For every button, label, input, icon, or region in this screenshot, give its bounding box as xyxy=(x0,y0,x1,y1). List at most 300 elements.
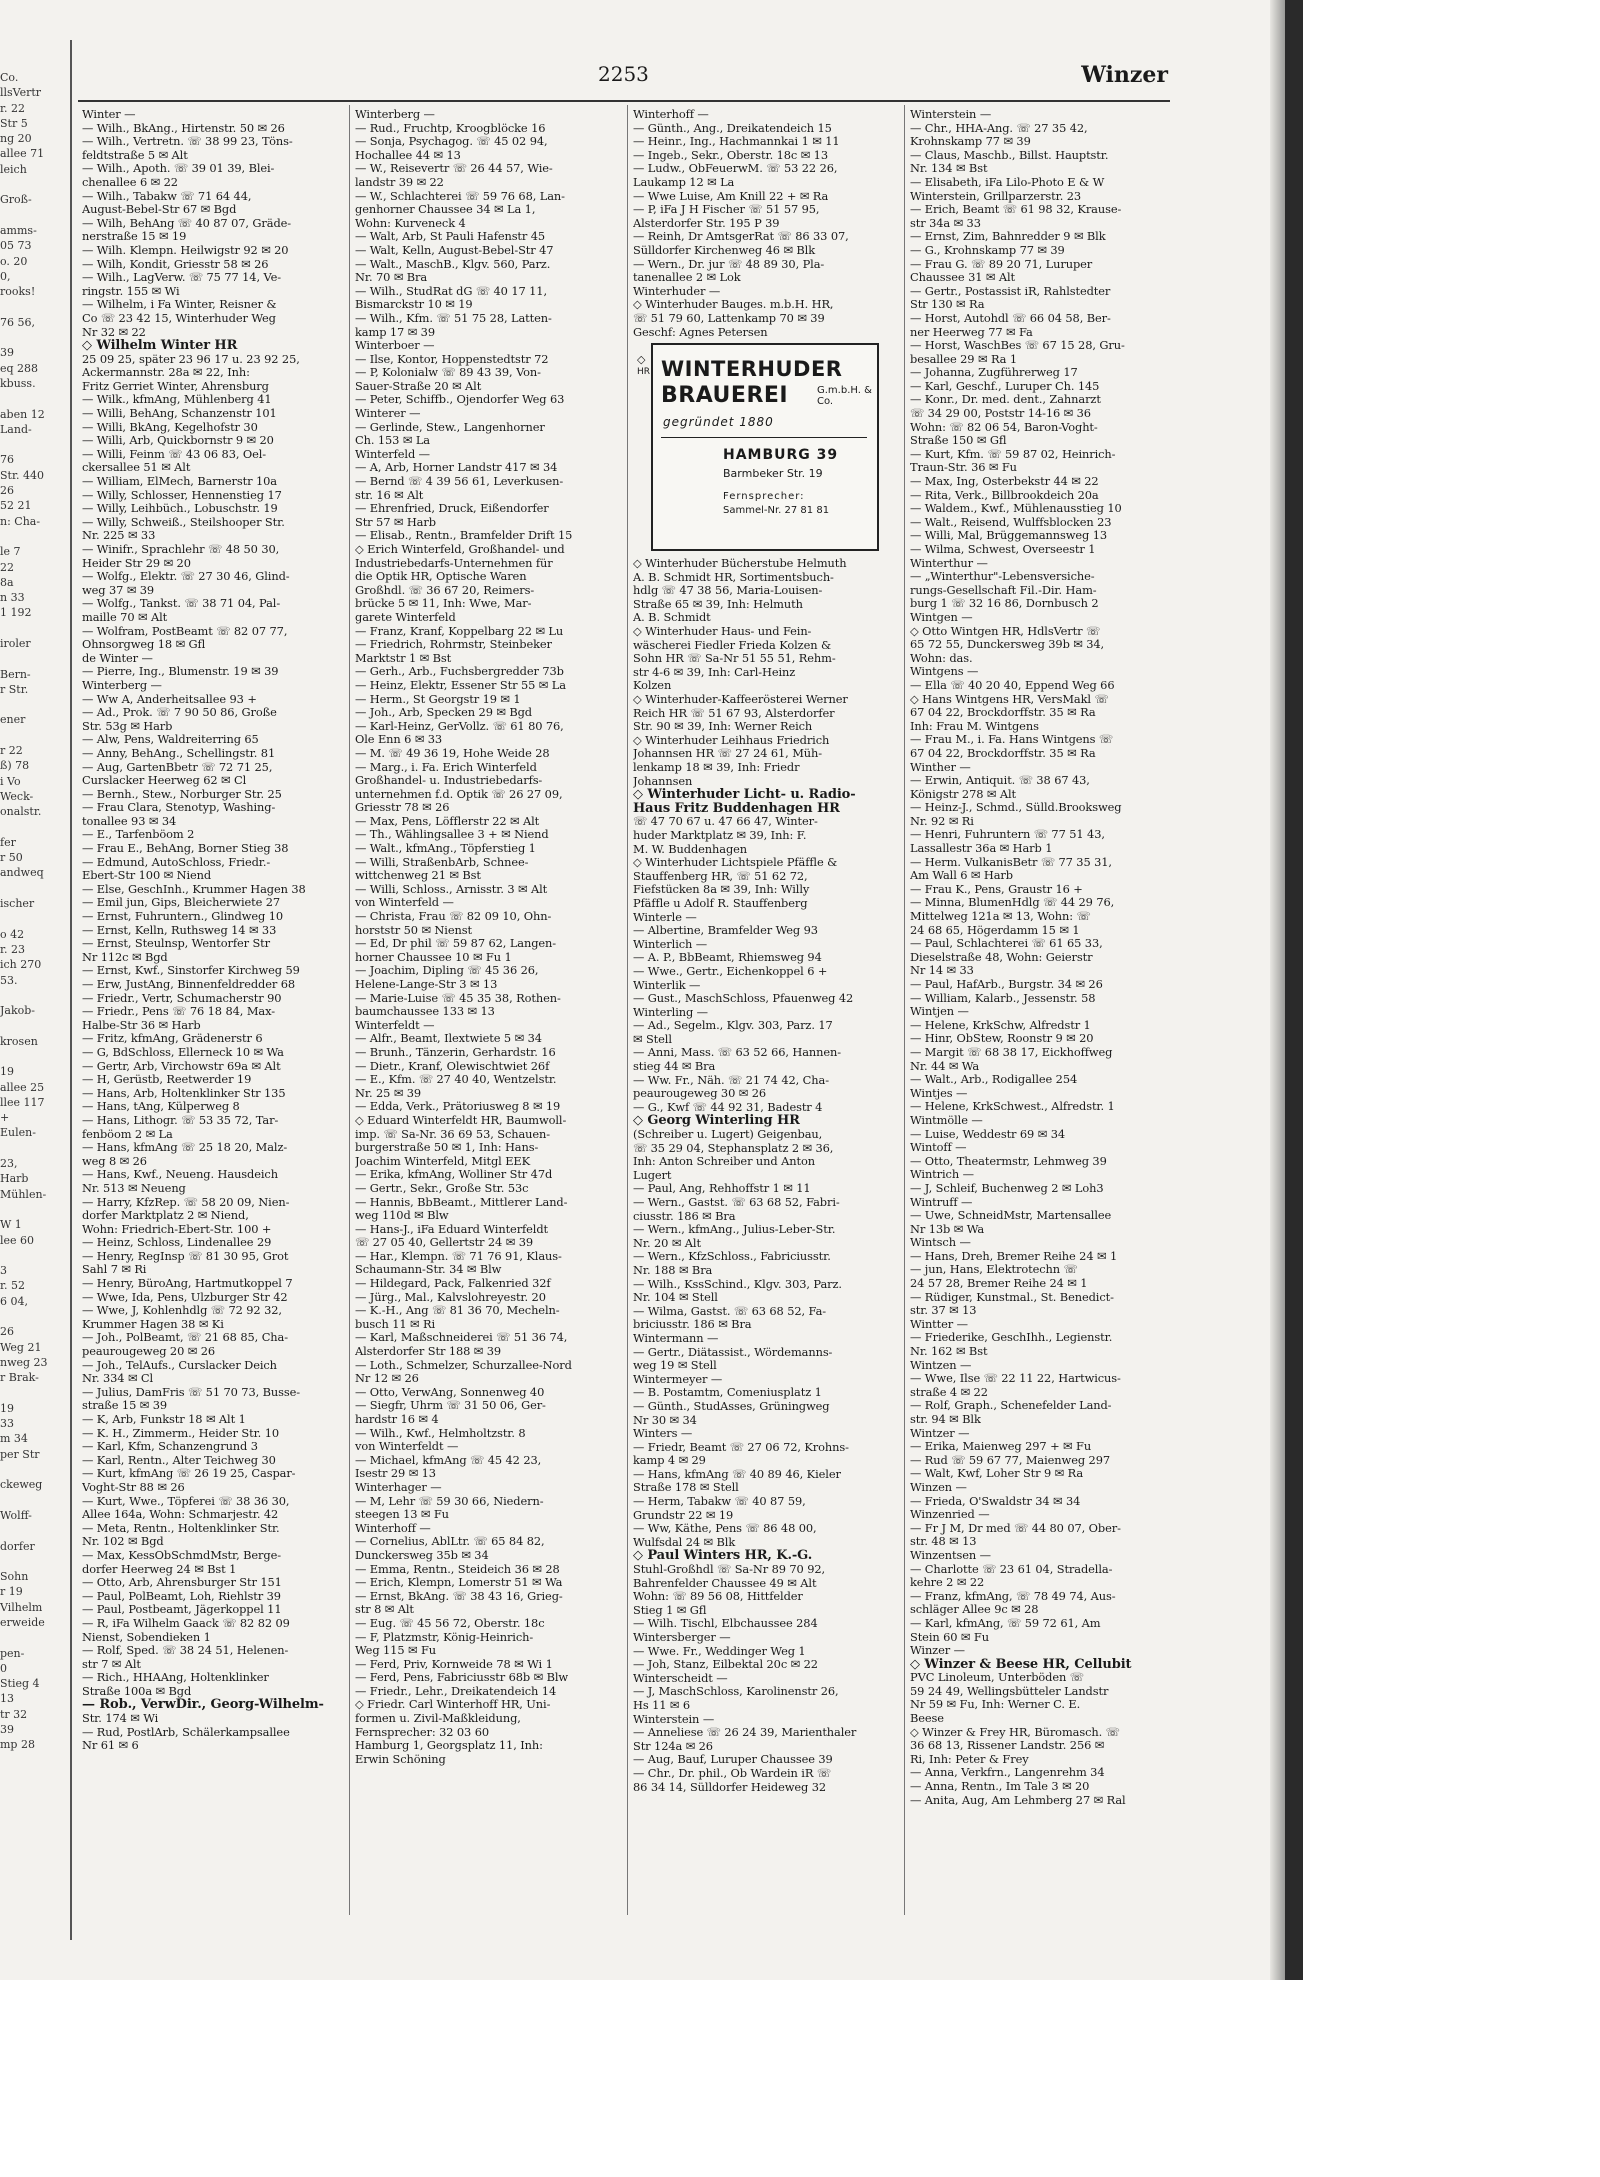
directory-entry-line: Lugert xyxy=(633,1168,672,1182)
directory-entry-line: weg 37 ✉ 39 xyxy=(82,583,155,597)
directory-entry-line: — Heinz, Schloss, Lindenallee 29 xyxy=(82,1236,272,1250)
directory-entry-line: Großhandel- u. Industriebedarfs- xyxy=(355,774,543,788)
fragment-line xyxy=(0,177,66,192)
directory-entry-line: Erwin Schöning xyxy=(355,1752,446,1766)
fragment-line xyxy=(0,820,66,835)
fragment-line xyxy=(0,911,66,926)
fragment-line: ischer xyxy=(0,897,35,911)
directory-entry-line: — Har., Klempn. ☏ 71 76 91, Klaus- xyxy=(355,1249,562,1263)
fragment-line: 6 04, xyxy=(0,1294,28,1308)
directory-entry-line: — Hans, Dreh, Bremer Reihe 24 ✉ 1 xyxy=(910,1249,1118,1263)
directory-entry-line: — Wwe, J, Kohlenhdlg ☏ 72 92 32, xyxy=(82,1304,282,1318)
surname-heading: Winterstein — xyxy=(910,108,992,121)
directory-entry-line: — Kurt, Kfm. ☏ 59 87 02, Heinrich- xyxy=(910,447,1116,461)
fragment-line xyxy=(0,529,66,544)
fragment-line: Weck- xyxy=(0,789,34,803)
fragment-line: 8a xyxy=(0,575,14,589)
directory-entry-line: str 34a ✉ 33 xyxy=(910,216,981,230)
directory-entry-line: Wulfsdal 24 ✉ Blk xyxy=(633,1535,736,1549)
directory-entry-line: weg 8 ✉ 26 xyxy=(82,1154,147,1168)
directory-entry-line: — Aug, GartenBbetr ☏ 72 71 25, xyxy=(82,760,273,774)
directory-entry-line: — M, Lehr ☏ 59 30 66, Niedern- xyxy=(355,1494,544,1508)
directory-entry-line: — Albertine, Bramfelder Weg 93 xyxy=(633,924,818,938)
fragment-line: allee 71 xyxy=(0,147,45,161)
directory-entry-line: — Kurt, Wwe., Töpferei ☏ 38 36 30, xyxy=(82,1494,290,1508)
directory-entry-line: Reich HR ☏ 51 67 93, Alsterdorfer xyxy=(633,706,835,720)
directory-entry-line: ◇ Friedr. Carl Winterhoff HR, Uni- xyxy=(355,1698,551,1712)
directory-entry-line: — Rud, PostlArb, Schälerkampsallee xyxy=(82,1725,290,1739)
directory-entry-line: — Julius, DamFris ☏ 51 70 73, Busse- xyxy=(82,1385,301,1399)
surname-heading: Winterer — xyxy=(355,407,421,421)
directory-entry-line: — Erwin, Antiquit. ☏ 38 67 43, xyxy=(910,774,1090,788)
directory-entry-line: — Karl, Geschf., Luruper Ch. 145 xyxy=(910,379,1100,393)
directory-entry-line: — Karl-Heinz, GerVollz. ☏ 61 80 76, xyxy=(355,719,564,733)
fragment-line: 39 xyxy=(0,346,14,360)
directory-entry-line: — Joh, Stanz, Eilbektal 20c ✉ 22 xyxy=(633,1658,818,1672)
directory-entry-line: chenallee 6 ✉ 22 xyxy=(82,175,178,189)
directory-entry-line: — Gerlinde, Stew., Langenhorner xyxy=(355,420,545,434)
directory-entry-line: — Anita, Aug, Am Lehmberg 27 ✉ Ral xyxy=(910,1793,1126,1807)
directory-entry-line: Nr 13b ✉ Wa xyxy=(910,1222,985,1236)
directory-entry-line: burg 1 ☏ 32 16 86, Dornbusch 2 xyxy=(910,597,1099,611)
directory-entry-line: Fiefstücken 8a ✉ 39, Inh: Willy xyxy=(633,883,810,897)
directory-entry-line: Nr 12 ✉ 26 xyxy=(355,1372,419,1386)
directory-entry-line: — Willi, StraßenbArb, Schnee- xyxy=(355,855,529,869)
ad-divider xyxy=(661,437,867,438)
directory-entry-line: ☏ 34 29 00, Poststr 14-16 ✉ 36 xyxy=(910,407,1091,421)
directory-entry-line: — Wilh., LagVerw. ☏ 75 77 14, Ve- xyxy=(82,271,281,285)
directory-entry-line: — Alw, Pens, Waldreiterring 65 xyxy=(82,733,259,747)
directory-entry-line: — Wwe, Ida, Pens, Ulzburger Str 42 xyxy=(82,1290,288,1304)
directory-entry-line: Nienst, Sobendieken 1 xyxy=(82,1630,211,1644)
directory-entry-line: — Paul, Postbeamt, Jägerkoppel 11 xyxy=(82,1603,282,1617)
directory-entry-line: — Wern., Gastst. ☏ 63 68 52, Fabri- xyxy=(633,1196,840,1209)
fragment-line xyxy=(0,881,66,896)
directory-entry-line: baumchaussee 133 ✉ 13 xyxy=(355,1005,495,1019)
directory-entry-line: — jun, Hans, Elektrotechn ☏ xyxy=(910,1263,1078,1277)
directory-entry-line: Stein 60 ✉ Fu xyxy=(910,1630,989,1644)
surname-heading: Winterboer — xyxy=(355,339,435,353)
ad-phone: Sammel-Nr. 27 81 81 xyxy=(723,505,830,517)
directory-entry-line: Johannsen HR ☏ 27 24 61, Müh- xyxy=(633,747,823,761)
ad-diamond-mark: ◇ xyxy=(637,353,646,367)
directory-entry-line: — P, iFa J H Fischer ☏ 51 57 95, xyxy=(633,203,820,217)
directory-entry-line: — Eug. ☏ 45 56 72, Oberstr. 18c xyxy=(355,1616,545,1630)
directory-entry-line: — Rich., HHAAng, Holtenklinker xyxy=(82,1671,269,1685)
directory-entry-line: — Hans, kfmAng ☏ 40 89 46, Kieler xyxy=(633,1467,841,1481)
fragment-line: 19 xyxy=(0,1401,14,1415)
fragment-line xyxy=(0,1202,66,1217)
directory-entry-line: ◇ Winterhuder-Kaffeerösterei Werner xyxy=(633,693,848,707)
directory-entry-line: — Frau G. ☏ 89 20 71, Luruper xyxy=(910,257,1093,271)
directory-entry-line: — Winifr., Sprachlehr ☏ 48 50 30, xyxy=(82,543,280,556)
directory-entry-line: — Erika, kfmAng, Wolliner Str 47d xyxy=(355,1168,553,1182)
directory-entry-line: — Elisabeth, iFa Lilo-Photo E & W xyxy=(910,175,1105,189)
directory-entry-line: Inh: Anton Schreiber und Anton xyxy=(633,1155,815,1169)
directory-entry-line: — Cornelius, AblLtr. ☏ 65 84 82, xyxy=(355,1535,545,1549)
directory-column-3 xyxy=(633,108,895,1938)
directory-entry-line: Str 130 ✉ Ra xyxy=(910,298,985,312)
directory-entry-line: kamp 4 ✉ 29 xyxy=(633,1454,706,1468)
directory-entry-line: Wohn: Friedrich-Ebert-Str. 100 + xyxy=(82,1222,272,1236)
directory-entry-line: Voght-Str 88 ✉ 26 xyxy=(82,1480,185,1494)
directory-entry-line: str 8 ✉ Alt xyxy=(355,1603,414,1617)
directory-entry-line: — Franz, kfmAng, ☏ 78 49 74, Aus- xyxy=(910,1589,1116,1603)
surname-heading: Winter — xyxy=(82,108,136,121)
directory-entry-line: — Emma, Rentn., Steideich 36 ✉ 28 xyxy=(355,1562,560,1576)
directory-entry-line: Nr. 334 ✉ Cl xyxy=(82,1372,154,1386)
fragment-line: Str. 440 xyxy=(0,468,44,482)
directory-entry-line: — Frau K., Pens, Graustr 16 + xyxy=(910,882,1083,896)
directory-entry-line: M. W. Buddenhagen xyxy=(633,842,748,856)
fragment-line: r 50 xyxy=(0,851,23,865)
directory-entry-line: Wohn: ☏ 89 56 08, Hittfelder xyxy=(633,1590,803,1604)
directory-entry-line: (Schreiber u. Lugert) Geigenbau, xyxy=(633,1128,823,1142)
fragment-line: Co. xyxy=(0,71,19,84)
directory-entry-line: 86 34 14, Sülldorfer Heideweg 32 xyxy=(633,1780,827,1794)
directory-entry-line: — Hans, Kwf., Neueng. Hausdeich xyxy=(82,1168,278,1182)
directory-entry-line: — Meta, Rentn., Holtenklinker Str. xyxy=(82,1521,280,1535)
directory-entry-line: Wohn: ☏ 82 06 54, Baron-Voght- xyxy=(910,420,1098,434)
directory-entry-line: ◇ Erich Winterfeld, Großhandel- und xyxy=(355,543,565,556)
directory-entry-line: Isestr 29 ✉ 13 xyxy=(355,1467,436,1481)
ad-hr-mark: HR xyxy=(637,367,651,378)
directory-entry-line: weg 19 ✉ Stell xyxy=(633,1359,717,1373)
fragment-line: r. 22 xyxy=(0,101,26,115)
directory-entry-line: — Anny, BehAng., Schellingstr. 81 xyxy=(82,746,276,760)
fragment-line: le 7 xyxy=(0,545,21,559)
fragment-line: iroler xyxy=(0,636,31,650)
directory-entry-line: — Wilh. Klempn. Heilwigstr 92 ✉ 20 xyxy=(82,243,289,257)
directory-entry-line: — Ella ☏ 40 20 40, Eppend Weg 66 xyxy=(910,678,1115,692)
directory-entry-line: — Peter, Schiffb., Ojendorfer Weg 63 xyxy=(355,393,565,407)
directory-entry-line: — Friedr., Lehr., Dreikatendeich 14 xyxy=(355,1684,557,1698)
fragment-line: kbuss. xyxy=(0,376,36,390)
directory-entry-line: — W., Reisevertr ☏ 26 44 57, Wie- xyxy=(355,162,553,176)
directory-entry-line: Ch. 153 ✉ La xyxy=(355,434,430,448)
directory-entry-line: — Wern., Dr. jur ☏ 48 89 30, Pla- xyxy=(633,257,825,271)
fragment-line: 26 xyxy=(0,1325,14,1339)
directory-entry-line: Haus Fritz Buddenhagen HR xyxy=(633,801,840,816)
directory-entry-line: Königstr 278 ✉ Alt xyxy=(910,787,1016,801)
directory-entry-line: — Friedr, Beamt ☏ 27 06 72, Krohns- xyxy=(633,1440,849,1454)
directory-entry-line: — Bernh., Stew., Norburger Str. 25 xyxy=(82,787,282,801)
fragment-line: pen- xyxy=(0,1646,25,1660)
fragment-line xyxy=(0,1523,66,1538)
directory-entry-line: ◇ Winterhuder Bauges. m.b.H. HR, xyxy=(633,298,834,312)
fragment-line: Eulen- xyxy=(0,1126,36,1140)
directory-entry-line: — Kurt, kfmAng ☏ 26 19 25, Caspar- xyxy=(82,1467,296,1481)
directory-entry-line: — R, iFa Wilhelm Gaack ☏ 82 82 09 xyxy=(82,1616,290,1630)
directory-entry-line: peaurougeweg 30 ✉ 26 xyxy=(633,1087,767,1101)
directory-entry-line: — „Winterthur"-Lebensversiche- xyxy=(910,570,1095,584)
directory-entry-line: A. B. Schmidt HR, Sortimentsbuch- xyxy=(633,570,834,584)
fragment-line xyxy=(0,1018,66,1033)
directory-entry-line: hdlg ☏ 47 38 56, Maria-Louisen- xyxy=(633,584,823,598)
directory-entry-line: — Erich, Beamt ☏ 61 98 32, Krause- xyxy=(910,203,1122,217)
directory-entry-line: PVC Linoleum, Unterböden ☏ xyxy=(910,1671,1084,1685)
directory-entry-line: — Sonja, Psychagog. ☏ 45 02 94, xyxy=(355,135,548,149)
directory-entry-line: str 7 ✉ Alt xyxy=(82,1657,141,1671)
surname-heading: Winterscheidt — xyxy=(633,1671,728,1685)
directory-entry-line: — Dietr., Kranf, Olewischtwiet 26f xyxy=(355,1059,550,1073)
directory-entry-line: — Helene, KrkSchwest., Alfredstr. 1 xyxy=(910,1100,1115,1114)
directory-entry-line: A. B. Schmidt xyxy=(633,611,711,625)
directory-entry-line: — Herm. VulkanisBetr ☏ 77 35 31, xyxy=(910,855,1112,869)
directory-entry-line: — Wilh., KssSchind., Klgv. 303, Parz. xyxy=(633,1277,842,1291)
directory-entry-line: Hamburg 1, Georgsplatz 11, Inh: xyxy=(355,1739,543,1753)
surname-heading: Winzen — xyxy=(910,1480,967,1494)
fragment-line: mp 28 xyxy=(0,1738,35,1752)
directory-entry-line: burgerstraße 50 ✉ 1, Inh: Hans- xyxy=(355,1141,539,1155)
directory-entry-line: — Herm., St Georgstr 19 ✉ 1 xyxy=(355,692,521,706)
directory-entry-line: — Henri, Fuhruntern ☏ 77 51 43, xyxy=(910,828,1105,842)
surname-heading: Wintermeyer — xyxy=(633,1372,723,1386)
fragment-line: Stieg 4 xyxy=(0,1677,40,1691)
fragment-line: Land- xyxy=(0,422,32,436)
fragment-line: 22 xyxy=(0,560,14,574)
directory-entry-line: ◇ Winterhuder Leihhaus Friedrich xyxy=(633,733,830,747)
directory-entry-line: — Otto, Theatermstr, Lehmweg 39 xyxy=(910,1154,1107,1168)
directory-entry-line: kamp 17 ✉ 39 xyxy=(355,325,435,339)
directory-entry-line: Hs 11 ✉ 6 xyxy=(633,1698,691,1712)
directory-entry-line: fenböom 2 ✉ La xyxy=(82,1127,173,1141)
directory-entry-line: ◇ Wilhelm Winter HR xyxy=(82,339,238,353)
fragment-line xyxy=(0,1630,66,1645)
fragment-line xyxy=(0,391,66,406)
directory-entry-line: Ri, Inh: Peter & Frey xyxy=(910,1752,1029,1766)
directory-entry-line: stieg 44 ✉ Bra xyxy=(633,1060,716,1074)
fragment-line: m 34 xyxy=(0,1432,28,1446)
directory-entry-line: — Wilma, Gastst. ☏ 63 68 52, Fa- xyxy=(633,1304,827,1318)
directory-entry-line: — G., Krohnskamp 77 ✉ 39 xyxy=(910,243,1065,257)
fragment-line: dorfer xyxy=(0,1539,35,1553)
ad-city: HAMBURG 39 xyxy=(723,447,839,464)
directory-entry-line: — Max, Ing, Osterbekstr 44 ✉ 22 xyxy=(910,475,1099,489)
directory-entry-line: — J, MaschSchloss, Karolinenstr 26, xyxy=(633,1685,839,1699)
directory-entry-line: wäscherei Fiedler Frieda Kolzen & xyxy=(633,638,831,652)
directory-entry-line: — Helene, KrkSchw, Alfredstr 1 xyxy=(910,1018,1091,1032)
directory-entry-line: busch 11 ✉ Ri xyxy=(355,1317,436,1331)
directory-entry-line: — Wilh., BkAng., Hirtenstr. 50 ✉ 26 xyxy=(82,121,285,135)
surname-heading: Wintzen — xyxy=(910,1358,972,1372)
directory-entry-line: — Gust., MaschSchloss, Pfauenweg 42 xyxy=(633,992,854,1006)
directory-entry-line: Co ☏ 23 42 15, Winterhuder Weg xyxy=(82,311,276,325)
surname-heading: Winterberg — xyxy=(355,108,435,121)
directory-entry-line: — Paul, HafArb., Burgstr. 34 ✉ 26 xyxy=(910,978,1103,991)
directory-entry-line: — Hildegard, Pack, Falkenried 32f xyxy=(355,1277,551,1291)
directory-entry-line: maille 70 ✉ Alt xyxy=(82,610,168,624)
directory-entry-line: Wohn: das. xyxy=(910,651,973,665)
directory-entry-line: — Uwe, SchneidMstr, Martensallee xyxy=(910,1209,1112,1223)
surname-heading: Winther — xyxy=(910,760,971,774)
directory-entry-line: ciusstr. 186 ✉ Bra xyxy=(633,1209,736,1223)
directory-entry-line: Marktstr 1 ✉ Bst xyxy=(355,651,452,665)
directory-entry-line: — Hans, kfmAng ☏ 25 18 20, Malz- xyxy=(82,1141,288,1155)
fragment-line: 39 xyxy=(0,1723,14,1737)
directory-entry-line: — Ilse, Kontor, Hoppenstedtstr 72 xyxy=(355,352,549,366)
directory-entry-line: — Erw, JustAng, Binnenfeldredder 68 xyxy=(82,978,296,991)
directory-entry-line: ◇ Winterhuder Bücherstube Helmuth xyxy=(633,557,847,571)
surname-heading: Wintjes — xyxy=(910,1086,968,1100)
surname-heading: Wintjen — xyxy=(910,1005,969,1019)
directory-entry-line: — Willi, Schloss., Arnisstr. 3 ✉ Alt xyxy=(355,882,548,896)
directory-entry-line: — Luise, Weddestr 69 ✉ 34 xyxy=(910,1127,1065,1141)
directory-entry-line: Joachim Winterfeld, Mitgl EEK xyxy=(355,1154,531,1168)
directory-entry-line: Geschf: Agnes Petersen xyxy=(633,325,768,339)
directory-entry-line: Lassallestr 36a ✉ Harb 1 xyxy=(910,842,1053,856)
directory-entry-line: — Wilh. Tischl, Elbchaussee 284 xyxy=(633,1617,818,1631)
directory-entry-line: — William, Kalarb., Jessenstr. 58 xyxy=(910,991,1096,1005)
fragment-line: r 19 xyxy=(0,1585,23,1599)
directory-entry-line: — Chr., HHA-Ang. ☏ 27 35 42, xyxy=(910,121,1088,135)
directory-entry-line: — Rob., VerwDir., Georg-Wilhelm- xyxy=(82,1698,324,1713)
directory-entry-line: Sülldorfer Kirchenweg 46 ✉ Blk xyxy=(633,243,816,257)
directory-entry-line: — Frau Clara, Stenotyp, Washing- xyxy=(82,801,276,815)
column-divider xyxy=(627,105,628,1915)
directory-entry-line: ◇ Winterhuder Haus- und Fein- xyxy=(633,625,812,639)
directory-entry-line: — Anneliese ☏ 26 24 39, Marienthaler xyxy=(633,1726,857,1740)
directory-entry-line: — Rolf, Graph., Schenefelder Land- xyxy=(910,1399,1112,1413)
ad-phone-label: Fernsprecher: xyxy=(723,491,805,503)
directory-entry-line: Str. 174 ✉ Wi xyxy=(82,1712,159,1726)
directory-entry-line: Heider Str 29 ✉ 20 xyxy=(82,556,191,570)
directory-entry-line: 24 68 65, Högerdamm 15 ✉ 1 xyxy=(910,923,1080,937)
surname-heading: Winterhoff — xyxy=(633,108,709,121)
directory-entry-line: 67 04 22, Brockdorffstr. 35 ✉ Ra xyxy=(910,706,1096,720)
directory-entry-line: genhorner Chaussee 34 ✉ La 1, xyxy=(355,203,536,217)
directory-entry-line: — Otto, Arb, Ahrensburger Str 151 xyxy=(82,1576,282,1590)
directory-entry-line: Stuhl-Großhdl ☏ Sa-Nr 89 70 92, xyxy=(633,1563,826,1577)
fragment-line xyxy=(0,1049,66,1064)
directory-entry-line: kehre 2 ✉ 22 xyxy=(910,1576,985,1590)
directory-entry-line: — K.-H., Ang ☏ 81 36 70, Mecheln- xyxy=(355,1304,560,1318)
fragment-line: rooks! xyxy=(0,285,36,299)
fragment-line: 33 xyxy=(0,1417,14,1431)
directory-entry-line: — Hannis, BbBeamt., Mittlerer Land- xyxy=(355,1195,568,1209)
directory-entry-line: — P, Kolonialw ☏ 89 43 39, Von- xyxy=(355,366,541,380)
directory-entry-line: ☏ 47 70 67 u. 47 66 47, Winter- xyxy=(633,815,818,829)
directory-entry-line: — Fritz, kfmAng, Grädenerstr 6 xyxy=(82,1032,263,1046)
directory-entry-line: — Wilh, Kondit, Griesstr 58 ✉ 26 xyxy=(82,257,269,271)
directory-entry-line: — Karl, Maßschneiderei ☏ 51 36 74, xyxy=(355,1331,568,1345)
surname-heading: Winzer — xyxy=(910,1644,965,1658)
surname-heading: Wintsch — xyxy=(910,1236,971,1250)
directory-entry-line: — Joh., TelAufs., Curslacker Deich xyxy=(82,1358,277,1372)
directory-entry-line: — Wern., kfmAng., Julius-Leber-Str. xyxy=(633,1223,836,1237)
directory-entry-line: str. 37 ✉ 13 xyxy=(910,1304,977,1318)
column-divider xyxy=(904,105,905,1915)
directory-entry-line: — Ed, Dr phil ☏ 59 87 62, Langen- xyxy=(355,937,557,951)
directory-entry-line: Curslacker Heerweg 62 ✉ Cl xyxy=(82,774,247,788)
surname-heading: Wintgen — xyxy=(910,610,973,624)
directory-entry-line: — Anna, Verkfrn., Langenrehm 34 xyxy=(910,1766,1105,1780)
directory-entry-line: — Brunh., Tänzerin, Gerhardstr. 16 xyxy=(355,1045,556,1059)
directory-entry-line: — Ferd, Pens, Fabriciusstr 68b ✉ Blw xyxy=(355,1671,569,1685)
directory-entry-line: — A, Arb, Horner Landstr 417 ✉ 34 xyxy=(355,461,558,475)
directory-entry-line: formen u. Zivil-Maßkleidung, xyxy=(355,1712,521,1726)
directory-entry-line: — Günth., StudAsses, Grüningweg xyxy=(633,1399,830,1413)
directory-entry-line: — Wolfram, PostBeamt ☏ 82 07 77, xyxy=(82,624,288,638)
directory-entry-line: — Karl, kfmAng, ☏ 59 72 61, Am xyxy=(910,1616,1101,1630)
surname-heading: Wintgens — xyxy=(910,665,979,679)
surname-heading: von Winterfeld — xyxy=(355,896,454,910)
directory-entry-line: — Paul, Schlachterei ☏ 61 65 33, xyxy=(910,937,1103,951)
directory-entry-line: — Willi, Feinm ☏ 43 06 83, Oel- xyxy=(82,447,267,461)
fragment-line: Mühlen- xyxy=(0,1187,47,1201)
directory-entry-line: dorfer Heerweg 24 ✉ Bst 1 xyxy=(82,1562,237,1576)
directory-entry-line: — J, Schleif, Buchenweg 2 ✉ Loh3 xyxy=(910,1181,1104,1195)
directory-entry-line: — Rita, Verk., Billbrookdeich 20a xyxy=(910,488,1099,502)
directory-entry-line: — E., Tarfenböom 2 xyxy=(82,828,195,842)
directory-entry-line: Mittelweg 121a ✉ 13, Wohn: ☏ xyxy=(910,910,1091,924)
directory-entry-line: ◇ Winterhuder Licht- u. Radio- xyxy=(633,788,856,802)
directory-entry-line: — Otto, VerwAng, Sonnenweg 40 xyxy=(355,1385,545,1399)
directory-entry-line: — Ww. Fr., Näh. ☏ 21 74 42, Cha- xyxy=(633,1073,829,1087)
fragment-line: Jakob- xyxy=(0,1004,36,1018)
directory-entry-line: straße 4 ✉ 22 xyxy=(910,1385,988,1399)
fragment-line: 52 21 xyxy=(0,499,32,513)
directory-entry-line: ☏ 35 29 04, Stephansplatz 2 ✉ 36, xyxy=(633,1141,834,1155)
directory-entry-line: Ackermannstr. 28a ✉ 22, Inh: xyxy=(82,366,250,380)
directory-entry-line: — Else, GeschInh., Krummer Hagen 38 xyxy=(82,882,306,896)
directory-entry-line: — Frau E., BehAng, Borner Stieg 38 xyxy=(82,842,289,856)
directory-entry-line: — Willy, Schweiß., Steilshooper Str. xyxy=(82,515,285,529)
surname-heading: Winterhager — xyxy=(355,1480,442,1494)
directory-entry-line: Nr. 44 ✉ Wa xyxy=(910,1059,980,1073)
directory-entry-line: huder Marktplatz ✉ 39, Inh: F. xyxy=(633,828,807,842)
directory-entry-line: Str 124a ✉ 26 xyxy=(633,1739,713,1753)
directory-entry-line: — Pierre, Ing., Blumenstr. 19 ✉ 39 xyxy=(82,665,279,679)
directory-entry-line: Dunckersweg 35b ✉ 34 xyxy=(355,1548,489,1562)
directory-entry-line: — Wilh., StudRat dG ☏ 40 17 11, xyxy=(355,284,547,298)
fragment-line xyxy=(0,697,66,712)
fragment-line: Wolff- xyxy=(0,1508,32,1522)
directory-entry-line: — Joachim, Dipling ☏ 45 36 26, xyxy=(355,964,539,978)
directory-entry-line: horner Chaussee 10 ✉ Fu 1 xyxy=(355,950,512,964)
directory-entry-line: — Karl, Rentn., Alter Teichweg 30 xyxy=(82,1453,276,1467)
surname-heading: Wintruff — xyxy=(910,1195,973,1209)
directory-entry-line: — Waldem., Kwf., Mühlenausstieg 10 xyxy=(910,502,1122,516)
directory-entry-line: Bismarckstr 10 ✉ 19 xyxy=(355,298,473,312)
directory-entry-line: wittchenweg 21 ✉ Bst xyxy=(355,869,481,883)
directory-entry-line: Weg 115 ✉ Fu xyxy=(355,1644,436,1658)
directory-entry-line: Halbe-Str 36 ✉ Harb xyxy=(82,1018,201,1032)
directory-entry-line: feldtstraße 5 ✉ Alt xyxy=(82,148,188,162)
directory-entry-line: ◇ Winzer & Frey HR, Büromasch. ☏ xyxy=(910,1725,1120,1739)
directory-entry-line: — Horst, WaschBes ☏ 67 15 28, Gru- xyxy=(910,339,1125,353)
directory-entry-line: — Willy, Schlosser, Hennenstieg 17 xyxy=(82,488,282,502)
directory-entry-line: Hochallee 44 ✉ 13 xyxy=(355,148,461,162)
fragment-line: aben 12 xyxy=(0,407,45,421)
surname-heading: Winterfeld — xyxy=(355,447,430,461)
directory-entry-line: — Wolfg., Elektr. ☏ 27 30 46, Glind- xyxy=(82,570,290,584)
directory-entry-line: unternehmen f.d. Optik ☏ 26 27 09, xyxy=(355,787,563,801)
directory-entry-line: — Hans, tAng, Külperweg 8 xyxy=(82,1100,240,1114)
page-number: 2253 xyxy=(598,62,649,86)
fragment-line xyxy=(0,988,66,1003)
directory-entry-line: weg 110d ✉ Blw xyxy=(355,1209,449,1223)
fragment-line: llsVertr xyxy=(0,86,42,100)
directory-entry-line: — Ernst, Zim, Bahnredder 9 ✉ Blk xyxy=(910,230,1106,244)
directory-entry-line: — Willi, BkAng, Kegelhofstr 30 xyxy=(82,420,258,434)
directory-entry-line: — Wilh., Kwf., Helmholtzstr. 8 xyxy=(355,1426,526,1440)
ad-street: Barmbeker Str. 19 xyxy=(723,467,823,481)
directory-entry-line: — Minna, BlumenHdlg ☏ 44 29 76, xyxy=(910,896,1115,910)
directory-entry-line: — Bernd ☏ 4 39 56 61, Leverkusen- xyxy=(355,475,564,489)
fragment-line: Sohn xyxy=(0,1570,29,1584)
page-header xyxy=(78,62,1168,100)
